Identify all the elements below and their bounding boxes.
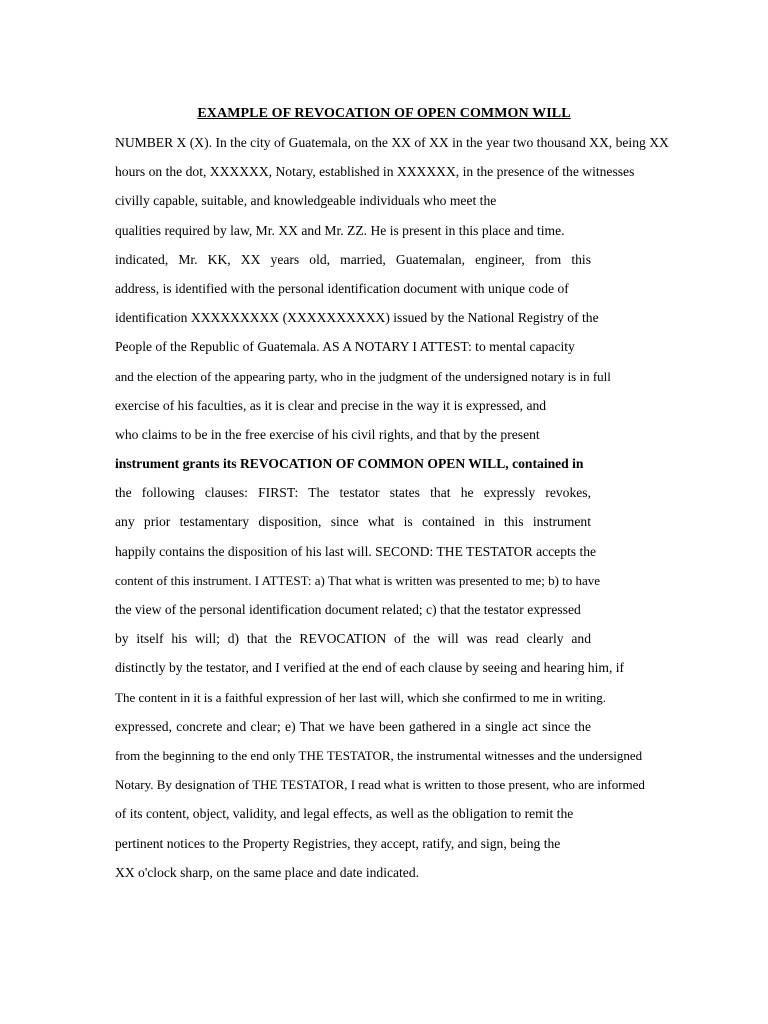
body-line: civilly capable, suitable, and knowledgeable individuals who meet the: [115, 193, 497, 209]
body-line: qualities required by law, Mr. XX and Mr. ZZ. He is present in this place and time.: [115, 222, 565, 238]
body-line: distinctly by the testator, and I verified at the end of each clause by seeing and hearing him, if: [115, 660, 625, 676]
body-line: content of this instrument. I ATTEST: a) That what is written was presented to me; b) to have: [115, 572, 601, 588]
body-line: by itself his will; d) that the REVOCATION of the will was read clearly and: [115, 631, 591, 647]
body-line: address, is identified with the personal identification document with unique code of: [115, 280, 569, 296]
body-line: hours on the dot, XXXXXX, Notary, established in XXXXXX, in the presence of the witnesses: [115, 164, 635, 180]
body-line: identification XXXXXXXXX (XXXXXXXXXX) issued by the National Registry of the: [115, 310, 599, 326]
body-line: The content in it is a faithful expression of her last will, which she confirmed to me in writing.: [115, 689, 606, 705]
body-line: from the beginning to the end only THE TESTATOR, the instrumental witnesses and the undersigned: [115, 747, 643, 763]
body-line: pertinent notices to the Property Registries, they accept, ratify, and sign, being the: [115, 835, 561, 851]
body-line: who claims to be in the free exercise of his civil rights, and that by the present: [115, 426, 540, 442]
body-line: exercise of his faculties, as it is clear and precise in the way it is expressed, and: [115, 397, 547, 413]
body-line: XX o'clock sharp, on the same place and date indicated.: [115, 864, 420, 880]
body-line: People of the Republic of Guatemala. AS A NOTARY I ATTEST: to mental capacity: [115, 339, 575, 355]
document-body: [115, 133, 700, 892]
body-line: expressed, concrete and clear; e) That we have been gathered in a single act since the: [115, 718, 591, 734]
body-line-bold: instrument grants its REVOCATION OF COMMON OPEN WILL, contained in: [115, 456, 584, 472]
body-line: the following clauses: FIRST: The testator states that he expressly revokes,: [115, 485, 591, 501]
body-line: Notary. By designation of THE TESTATOR, I read what is written to those present, who are informed: [115, 777, 645, 793]
body-line: of its content, object, validity, and legal effects, as well as the obligation to remit the: [115, 806, 574, 822]
body-line: the view of the personal identification document related; c) that the testator expressed: [115, 602, 581, 617]
body-line: and the election of the appearing party, who in the judgment of the undersigned notary is in full: [115, 368, 611, 384]
body-line: any prior testamentary disposition, since what is contained in this instrument: [115, 514, 591, 530]
body-line: NUMBER X (X). In the city of Guatemala, on the XX of XX in the year two thousand XX, being XX: [115, 135, 669, 150]
body-line: happily contains the disposition of his last will. SECOND: THE TESTATOR accepts the: [115, 543, 597, 559]
body-line: indicated, Mr. KK, XX years old, married, Guatemalan, engineer, from this: [115, 251, 591, 267]
document-title: EXAMPLE OF REVOCATION OF OPEN COMMON WILL: [197, 106, 571, 121]
